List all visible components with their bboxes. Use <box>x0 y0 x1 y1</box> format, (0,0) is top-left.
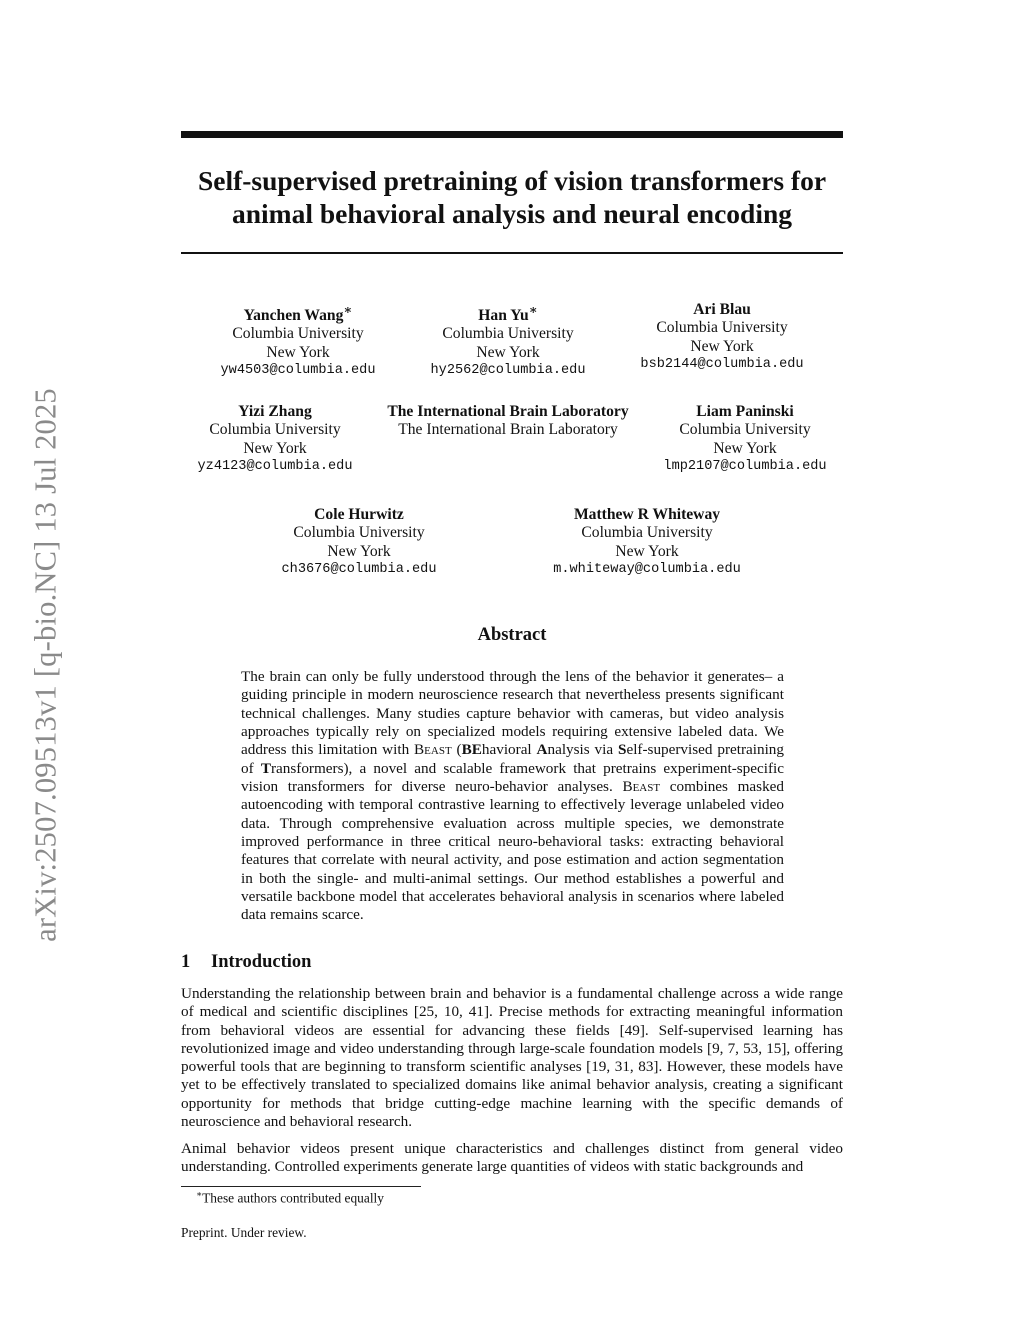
author-location: New York <box>713 439 777 457</box>
author-location: New York <box>615 542 679 560</box>
title-line-1: Self-supervised pretraining of vision transformers for <box>197 165 827 196</box>
author-email[interactable]: lmp2107@columbia.edu <box>663 458 827 474</box>
author-affiliation: Columbia University <box>209 421 341 439</box>
author-affiliation: Columbia University <box>293 524 425 542</box>
author-email[interactable]: bsb2144@columbia.edu <box>640 356 804 372</box>
author-location: New York <box>327 542 391 560</box>
author-name: Cole Hurwitz <box>314 506 404 523</box>
author-name: Han Yu∗ <box>478 302 538 325</box>
author-name: Matthew R Whiteway <box>573 506 721 523</box>
author-location: New York <box>243 439 307 457</box>
author-affiliation: Columbia University <box>581 524 713 542</box>
section-heading-introduction <box>181 952 311 973</box>
author-email[interactable]: ch3676@columbia.edu <box>281 561 437 577</box>
section-title: Introduction <box>211 952 312 972</box>
footnote: ∗These authors contributed equally <box>196 1189 384 1206</box>
author-name: The International Brain Laboratory <box>387 403 629 420</box>
author-block <box>553 506 741 579</box>
arxiv-identifier: arXiv:2507.09513v1 [q-bio.NC] 13 Jul 2025 <box>28 388 63 942</box>
intro-paragraph-1: Understanding the relationship between brain and behavior is a fundamental challenge across a wide range of medical and scientific disciplines [25, 10, 41]. Precise methods for extracting meaningful information from behavioral videos are essential for advancing these fields [49]. Self-supervised learning has revolutionized image and video understanding through large-scale foundation models [9, 7, 53, 15], offering powerful tools that are beginning to transform scientific analyses [19, 31, 83]. However, these models have yet to be effectively translated to specialized domains like animal behavior analysis, creating a significant opportunity for methods that bridge cutting-edge machine learning with the specific demands of neuroscience and behavioral research. <box>181 985 843 1131</box>
author-location: New York <box>476 343 540 361</box>
footnote-rule <box>181 1186 421 1187</box>
author-block <box>387 403 628 440</box>
arxiv-sidebar <box>28 355 64 975</box>
abstract-heading: Abstract <box>477 625 547 645</box>
abstract-text: The brain can only be fully understood through the lens of the behavior it generates– a guiding principle in modern neuroscience research that nevertheless presents significant technical challenges. Many studies capture behavior with cameras, but video analysis approaches typically rely on specialized models requiring extensive labeled data. We address this limitation with Beast (BEhavioral Analysis via Self-supervised pretraining of Transformers), a novel and scalable framework that pretrains experiment-specific vision transformers for diverse neuro-behavior analyses. Beast combines masked autoencoding with temporal contrastive learning to effectively leverage unlabeled video data. Through comprehensive evaluation across multiple species, we demonstrate improved performance in three critical neuro-behavioral tasks: extracting behavioral features that correlate with neural activity, and pose estimation and action segmentation in both the single- and multi-animal settings. Our method establishes a powerful and versatile backbone model that accelerates behavioral analysis in scenarios where labeled data remains scarce. <box>241 668 784 924</box>
paper-title <box>181 164 843 230</box>
author-name: Liam Paninski <box>696 403 794 420</box>
author-email[interactable]: hy2562@columbia.edu <box>430 363 586 379</box>
author-email[interactable]: yz4123@columbia.edu <box>197 458 353 474</box>
author-affiliation: Columbia University <box>656 319 788 337</box>
author-name: Yanchen Wang∗ <box>243 302 353 325</box>
title-top-rule <box>181 131 843 138</box>
author-affiliation: The International Brain Laboratory <box>398 421 618 439</box>
author-email[interactable]: m.whiteway@columbia.edu <box>553 561 741 577</box>
author-block <box>221 301 376 380</box>
author-location: New York <box>266 343 330 361</box>
intro-paragraph-2: Animal behavior videos present unique characteristics and challenges distinct from general video understanding. Controlled experiments generate large quantities of videos with static backgrounds and <box>181 1140 843 1176</box>
author-block <box>431 301 586 380</box>
author-name: Yizi Zhang <box>238 403 312 420</box>
author-block <box>663 403 826 476</box>
author-email[interactable]: yw4503@columbia.edu <box>220 363 376 379</box>
preprint-notice: Preprint. Under review. <box>181 1225 307 1240</box>
author-block <box>640 301 803 374</box>
author-affiliation: Columbia University <box>232 325 364 343</box>
author-affiliation: Columbia University <box>679 421 811 439</box>
author-block <box>282 506 437 579</box>
title-bottom-rule <box>181 252 843 254</box>
section-number: 1 <box>181 952 191 972</box>
author-name: Ari Blau <box>693 301 751 318</box>
author-location: New York <box>690 337 754 355</box>
author-block <box>198 403 353 476</box>
author-affiliation: Columbia University <box>442 325 574 343</box>
title-line-2: animal behavioral analysis and neural encoding <box>231 198 793 229</box>
